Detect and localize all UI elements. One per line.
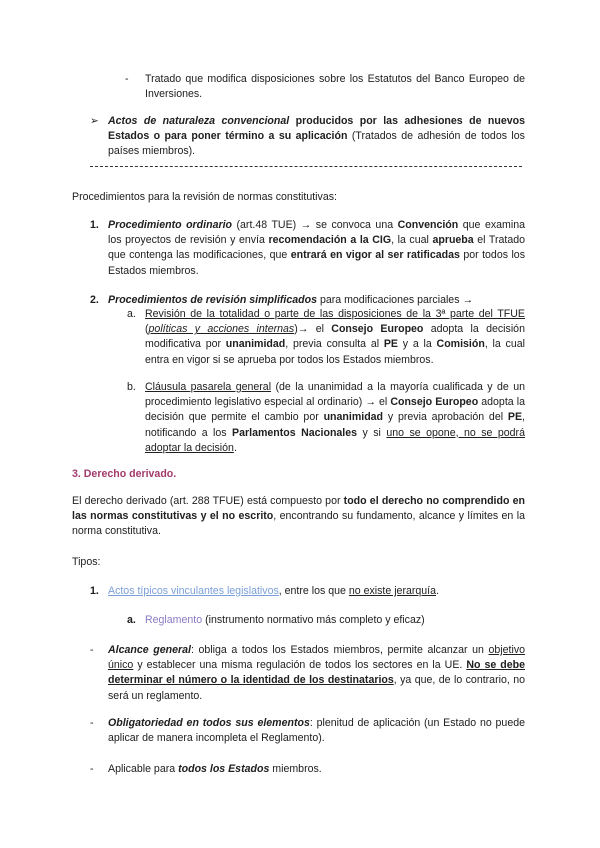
list-number: 2. [90,294,99,306]
actos-tipicos-link[interactable]: Actos típicos vinculantes legislativos [108,585,279,597]
alcance-general-item: Alcance general: obliga a todos los Estados miembros, permite alcanzar un objetivo único y establecer una misma regulación de todos los sectores en la UE. No se debe determinar el número o la identidad de los destinatarios, ya que, de lo contrario, no será un reglamento. [108,644,526,702]
list-letter: a. [127,308,136,320]
derecho-derivado-paragraph: El derecho derivado (art. 288 TFUE) está compuesto por todo el derecho no comprendido en las normas constitutivas y el no escrito, encontrando su fundamento, alcance y límites en la norma constitutiva. [72,495,525,538]
reglamento-item: Reglamento (instrumento normativo más completo y eficaz) [145,614,425,626]
list-letter: a. [127,614,136,626]
procedimientos-simplificados-item: Procedimientos de revisión simplificados para modificaciones parciales → [108,294,474,306]
tipos-label: Tipos: [72,556,101,568]
aplicable-item: Aplicable para todos los Estados miembros. [108,763,322,775]
dash-marker: - [90,644,94,656]
section-heading: 3. Derecho derivado. [72,468,177,480]
clausula-pasarela-item: Cláusula pasarela general (de la unanimidad a la mayoría cualificada y de un procedimiento legislativo especial al ordinario) → el Consejo Europeo adopta la decisión que permite el cambio por unanimidad y previa aprobación del PE, notificando a los Parlamentos Nacionales y si uno se opone, no se podrá adoptar la decisión. [145,381,525,454]
list-number: 1. [90,219,99,231]
actos-convencionales-item: Actos de naturaleza convencional producidos por las adhesiones de nuevos Estados o para poner término a su aplicación (Tratados de adhesión de todos los países miembros). [108,115,525,158]
arrow-bullet-icon: ➢ [90,115,99,127]
actos-tipicos-item: Actos típicos vinculantes legislativos, entre los que no existe jerarquía. [108,585,439,597]
top-list-item: Tratado que modifica disposiciones sobre los Estatutos del Banco Europeo de Inversiones. [145,73,525,101]
dash-marker: - [90,717,94,729]
list-letter: b. [127,381,136,393]
dash-marker: - [125,73,129,85]
dash-marker: - [90,763,94,775]
dashed-divider [90,166,522,167]
procedimiento-ordinario-item: Procedimiento ordinario (art.48 TUE) → se convoca una Convención que examina los proyectos de revisión y envía recomendación a la CIG, la cual aprueba el Tratado que contenga las modificaciones, que entrará en vigor al ser ratificadas por todos los Estados miembros. [108,219,526,277]
procedimientos-intro: Procedimientos para la revisión de normas constitutivas: [72,191,337,203]
list-number: 1. [90,585,99,597]
obligatoriedad-item: Obligatoriedad en todos sus elementos: plenitud de aplicación (un Estado no puede aplicar de manera incompleta el Reglamento). [108,717,525,745]
revision-tfue-item: Revisión de la totalidad o parte de las disposiciones de la 3ª parte del TFUE (políticas y acciones internas)→ el Consejo Europeo adopta la decisión modificativa por unanimidad, previa consulta al PE y a la Comisión, la cual entra en vigor si se aprueba por todos los Estados miembros. [145,308,525,366]
